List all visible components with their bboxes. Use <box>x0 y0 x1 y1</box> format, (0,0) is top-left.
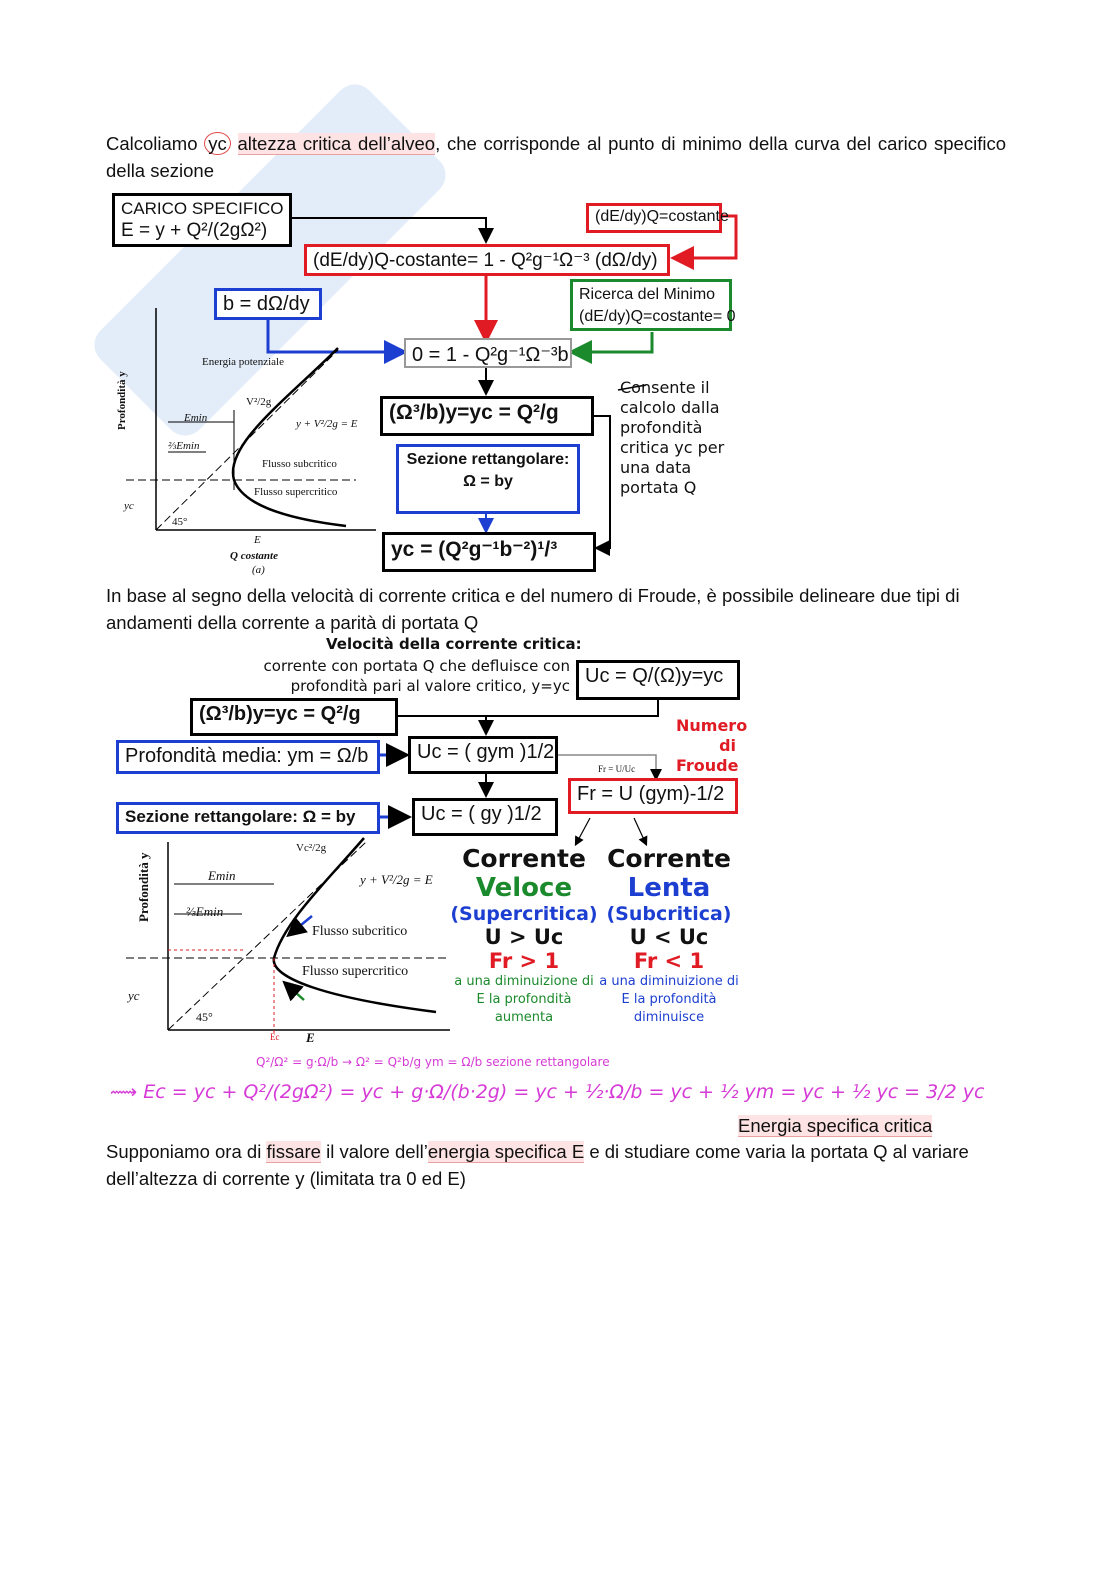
sezione-label: Sezione rettangolare: <box>406 451 570 468</box>
supercritica: (Supercritica) <box>450 903 598 925</box>
froude-paragraph: In base al segno della velocità di corrente critica e del numero di Froude, è possibile delineare due tipi di andamenti della corrente a parità di portata Q <box>106 585 960 633</box>
froude-diagram <box>106 632 748 1046</box>
plot2-v2: Vc²/2g <box>296 842 327 854</box>
froude-word: Froude <box>676 756 739 775</box>
consente-note: Consente il calcolo dalla profondità critica yc per una data portata Q <box>620 378 725 497</box>
dedy-top-box: (dE/dy)Q=costante <box>586 203 722 233</box>
numero-word: Numero <box>676 716 748 735</box>
plot1-v2: V²/2g <box>246 396 272 408</box>
veloce-corrente: Corrente <box>462 844 586 873</box>
sezione-box <box>396 444 580 514</box>
lenta-corrente: Corrente <box>607 844 731 873</box>
numero-froude <box>676 716 748 776</box>
plot2-E: E <box>306 1030 315 1045</box>
uc-def-box: Uc = Q/(Ω)y=yc <box>576 660 740 700</box>
lenta-note: a una diminuizione di E la profondità diminuisce <box>599 974 739 1025</box>
veloce-fr: Fr > 1 <box>488 949 560 973</box>
energia-critica-text: Energia specifica critica <box>738 1115 933 1136</box>
omega-eq-box: (Ω³/b)y=yc = Q²/g <box>380 396 594 436</box>
plot2-emin: Emin <box>208 868 236 883</box>
plot1-deg: 45° <box>172 516 188 528</box>
subcritica: (Subcritica) <box>606 903 732 925</box>
prof-media-box: Profondità media: ym = Ω/b <box>116 740 380 774</box>
plot2-curve: y + V²/2g = E <box>360 872 433 887</box>
plot1-emin: Emin <box>184 412 208 424</box>
zero-eq-box: 0 = 1 - Q²g⁻¹Ω⁻³b <box>404 338 572 368</box>
carico-formula: E = y + Q²/(2gΩ²) <box>121 220 268 241</box>
plot2-ylabel: Profondità y <box>136 852 151 922</box>
final-paragraph: Supponiamo ora di fissare il valore dell’energia specifica E e di studiare come varia la portata Q al variare dell’altezza di corrente y (limitata tra 0 ed E) <box>106 1141 969 1189</box>
energia-critica-label <box>738 1112 958 1139</box>
plot1-sub: Flusso subcritico <box>262 458 337 470</box>
plot2-super: Flusso supercritico <box>302 964 409 979</box>
plot1-curve: y + V²/2g = E <box>296 418 358 430</box>
di-word: di <box>719 736 736 755</box>
sez-rett-box: Sezione rettangolare: Ω = by <box>116 802 380 834</box>
lenta-u-uc: U < Uc <box>629 925 709 949</box>
minimo-box <box>570 279 736 331</box>
b-def-box: b = dΩ/dy <box>214 288 322 320</box>
plot1-energia: Energia potenziale <box>202 356 284 368</box>
plot1-E: E <box>254 534 261 546</box>
plot1-yc: yc <box>124 500 134 512</box>
fr-small-label: Fr = U/Uc <box>598 764 636 774</box>
intro-paragraph: Calcoliamo yc altezza critica dell’alveo, che corrisponde al punto di minimo della curva del carico specifico della sezione <box>106 133 1006 181</box>
plot2-emin23: ⅔Emin <box>186 904 224 919</box>
plot2-deg: 45° <box>196 1010 213 1024</box>
plot1-a: (a) <box>252 564 265 576</box>
yc-eq-box: yc = (Q²g⁻¹b⁻²)¹/³ <box>382 532 596 572</box>
velocita-title: Velocità della corrente critica: <box>326 635 582 653</box>
veloce-note: a una diminuizione di E la profondità aumenta <box>454 974 594 1025</box>
critical-depth-diagram <box>106 190 740 582</box>
veloce-word: Veloce <box>475 873 573 903</box>
minimo-eq: (dE/dy)Q=costante= 0 <box>579 308 736 325</box>
plot2-yc: yc <box>128 988 140 1003</box>
plot1-ylabel: Profondità y <box>116 371 128 430</box>
veloce-u-uc: U > Uc <box>484 925 564 949</box>
lenta-fr: Fr < 1 <box>633 949 705 973</box>
velocita-desc: corrente con portata Q che defluisce con profondità pari al valore critico, y=yc <box>263 657 570 695</box>
uc-gym-box: Uc = ( gym )1/2 <box>408 736 558 774</box>
corrente-lenta <box>598 844 740 1027</box>
plot2-ec: Ec <box>270 1032 280 1042</box>
plot1-super: Flusso supercritico <box>254 486 338 498</box>
hand-top-note: Q²/Ω² = g·Ω/b → Ω² = Q²b/g ym = Ω/b sezione rettangolare <box>256 1055 610 1069</box>
dedy-main-box: (dE/dy)Q-costante= 1 - Q²g⁻¹Ω⁻³ (dΩ/dy) <box>304 244 670 276</box>
uc-gy-box: Uc = ( gy )1/2 <box>412 798 558 836</box>
plot2-sub: Flusso subcritico <box>312 924 408 939</box>
plot1-q: Q costante <box>230 550 278 562</box>
hand-equation: ⟿ Ec = yc + Q²/(2gΩ²) = yc + g·Ω/(b·2g) = yc + ½·Ω/b = yc + ½ ym = yc + ½ yc = 3/2 yc <box>110 1081 985 1103</box>
omega-eq2-box: (Ω³/b)y=yc = Q²/g <box>190 698 398 736</box>
sezione-eq: Ω = by <box>463 473 513 490</box>
lenta-word: Lenta <box>627 873 711 903</box>
minimo-title: Ricerca del Minimo <box>579 286 716 303</box>
plot1-emin23: ⅔Emin <box>168 440 200 452</box>
carico-title: CARICO SPECIFICO <box>121 199 284 218</box>
carico-specifico-box <box>112 193 292 247</box>
corrente-veloce <box>450 844 598 1027</box>
fr-eq-box: Fr = U (gym)-1/2 <box>568 778 738 814</box>
